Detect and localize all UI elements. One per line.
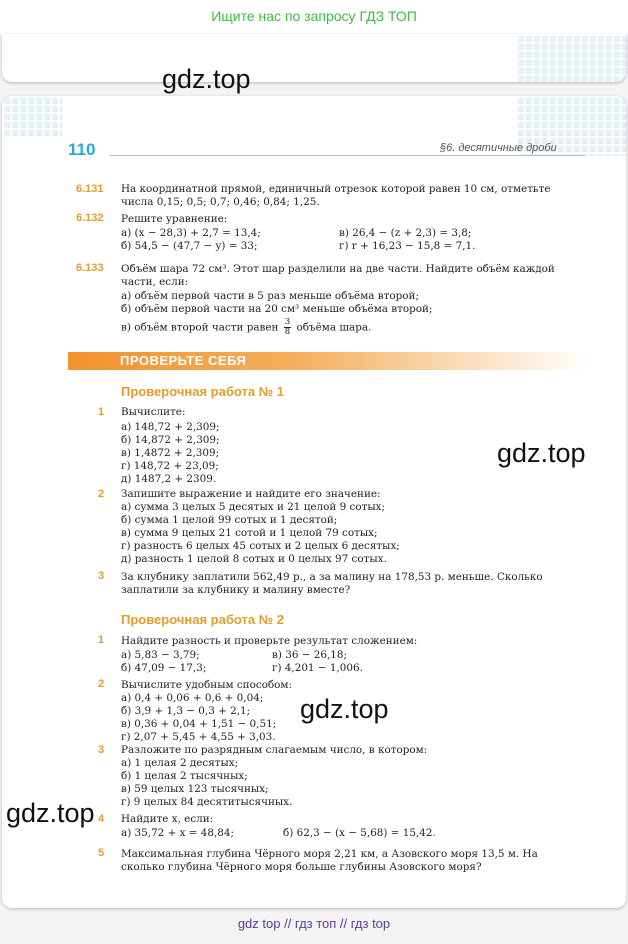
search-hint-banner: Ищите нас по запросу ГДЗ ТОП [0, 0, 628, 34]
watermark: gdz.top [300, 694, 389, 724]
task-item: г) 4,201 − 1,006. [272, 662, 363, 674]
grid-decoration-left [2, 96, 62, 136]
task-text: Вычислите: [121, 406, 186, 418]
task-number: 5 [98, 847, 105, 859]
equation-c: в) 26,4 − (z + 2,3) = 3,8; [339, 227, 472, 239]
task-item: в) 59 целых 123 тысячных; [121, 783, 269, 795]
equation-d: г) r + 16,23 − 15,8 = 7,1. [339, 240, 476, 252]
task-item: д) 1487,2 + 2309. [121, 473, 217, 485]
footer-links[interactable]: gdz top // гдз топ // гдз top [237, 916, 391, 931]
task-item: а) 148,72 + 2,309; [121, 421, 220, 433]
task-number: 2 [98, 488, 105, 500]
grid-decoration [516, 34, 626, 82]
fraction [284, 318, 291, 337]
task-item: г) 9 целых 84 десятитысячных. [121, 796, 293, 808]
task-item: в) 36 − 26,18; [272, 649, 347, 661]
watermark: gdz.top [497, 438, 586, 468]
header-divider [110, 155, 585, 156]
banner-title: ПРОВЕРЬТЕ СЕБЯ [120, 353, 247, 368]
test2-title: Проверочная работа № 2 [121, 612, 285, 627]
section-header: §6. десятичные дроби [440, 142, 557, 154]
task-text: Вычислите удобным способом: [121, 679, 293, 691]
problem-text: Объём шара 72 см³. Этот шар разделили на две части. Найдите объём каждой [121, 263, 555, 275]
task-text: Найдите x, если: [121, 813, 214, 825]
task-text: сколько глубина Чёрного моря больше глубины Азовского моря? [121, 861, 482, 873]
problem-number: 6.131 [76, 183, 104, 195]
task-item: г) 148,72 + 23,09; [121, 460, 219, 472]
task-number: 1 [98, 406, 105, 418]
problem-text: числа 0,15; 0,5; 0,7; 0,46; 0,84; 1,25. [121, 196, 320, 208]
option-c-prefix: в) объём второй части равен [121, 321, 279, 334]
equation-b: б) 54,5 − (47,7 − y) = 33; [121, 240, 258, 252]
task-item: а) 1 целая 2 десятых; [121, 757, 239, 769]
problem-text: На координатной прямой, единичный отрезок которой равен 10 см, отметьте [121, 183, 551, 195]
task-text: Запишите выражение и найдите его значение: [121, 488, 381, 500]
fraction-numerator: 3 [284, 317, 291, 327]
task-number: 3 [98, 570, 105, 582]
problem-text: Решите уравнение: [121, 213, 228, 225]
task-item: в) 0,36 + 0,04 + 1,51 − 0,51; [121, 718, 277, 730]
problem-text: части, если: [121, 276, 189, 288]
option-a: а) объём первой части в 5 раз меньше объёма второй; [121, 290, 419, 302]
task-item: а) 5,83 − 3,79; [121, 649, 200, 661]
task-item: д) разность 1 целой 8 сотых и 0 целых 97 сотых. [121, 553, 387, 565]
task-item: б) 62,3 − (x − 5,68) = 15,42. [283, 827, 436, 839]
task-number: 2 [98, 678, 105, 690]
task-item: б) 1 целая 2 тысячных; [121, 770, 248, 782]
fraction-denominator: 8 [284, 327, 291, 337]
task-item: в) сумма 9 целых 21 сотой и 1 целой 79 сотых; [121, 527, 378, 539]
task-number: 1 [98, 634, 105, 646]
task-item: г) разность 6 целых 45 сотых и 2 целых 6 десятых; [121, 540, 400, 552]
task-text: Найдите разность и проверьте результат сложением: [121, 635, 418, 647]
equation-a: а) (x − 28,3) + 2,7 = 13,4; [121, 227, 261, 239]
task-text: Максимальная глубина Чёрного моря 2,21 км, а Азовского моря 13,5 м. На [121, 848, 538, 860]
task-item: б) 47,09 − 17,3; [121, 662, 207, 674]
option-b: б) объём первой части на 20 см³ меньше объёма второй; [121, 303, 433, 315]
option-c-suffix: объёма шара. [296, 321, 372, 334]
task-text: За клубнику заплатили 562,49 р., а за малину на 178,53 р. меньше. Сколько [121, 571, 543, 583]
task-item: в) 1,4872 + 2,309; [121, 447, 220, 459]
task-number: 4 [98, 813, 105, 825]
header-card [2, 34, 626, 82]
problem-number: 6.132 [76, 212, 104, 224]
task-text: заплатили за клубнику и малину вместе? [121, 584, 351, 596]
task-item: а) 35,72 + x = 48,84; [121, 827, 235, 839]
task-item: а) сумма 3 целых 5 десятых и 21 целой 9 сотых; [121, 501, 385, 513]
watermark: gdz.top [6, 798, 95, 828]
task-item: б) 3,9 + 1,3 − 0,3 + 2,1; [121, 705, 251, 717]
task-number: 3 [98, 744, 105, 756]
page-number: 110 [68, 140, 96, 159]
task-item: б) сумма 1 целой 99 сотых и 1 десятой; [121, 514, 338, 526]
task-text: Разложите по разрядным слагаемым число, в котором: [121, 744, 428, 756]
watermark: gdz.top [162, 64, 251, 94]
task-item: г) 2,07 + 5,45 + 4,55 + 3,03. [121, 731, 276, 743]
task-item: а) 0,4 + 0,06 + 0,6 + 0,04; [121, 692, 264, 704]
task-item: б) 14,872 + 2,309; [121, 434, 220, 446]
check-yourself-banner [68, 352, 588, 370]
test1-title: Проверочная работа № 1 [121, 384, 285, 399]
problem-number: 6.133 [76, 262, 104, 274]
option-c [121, 318, 371, 337]
